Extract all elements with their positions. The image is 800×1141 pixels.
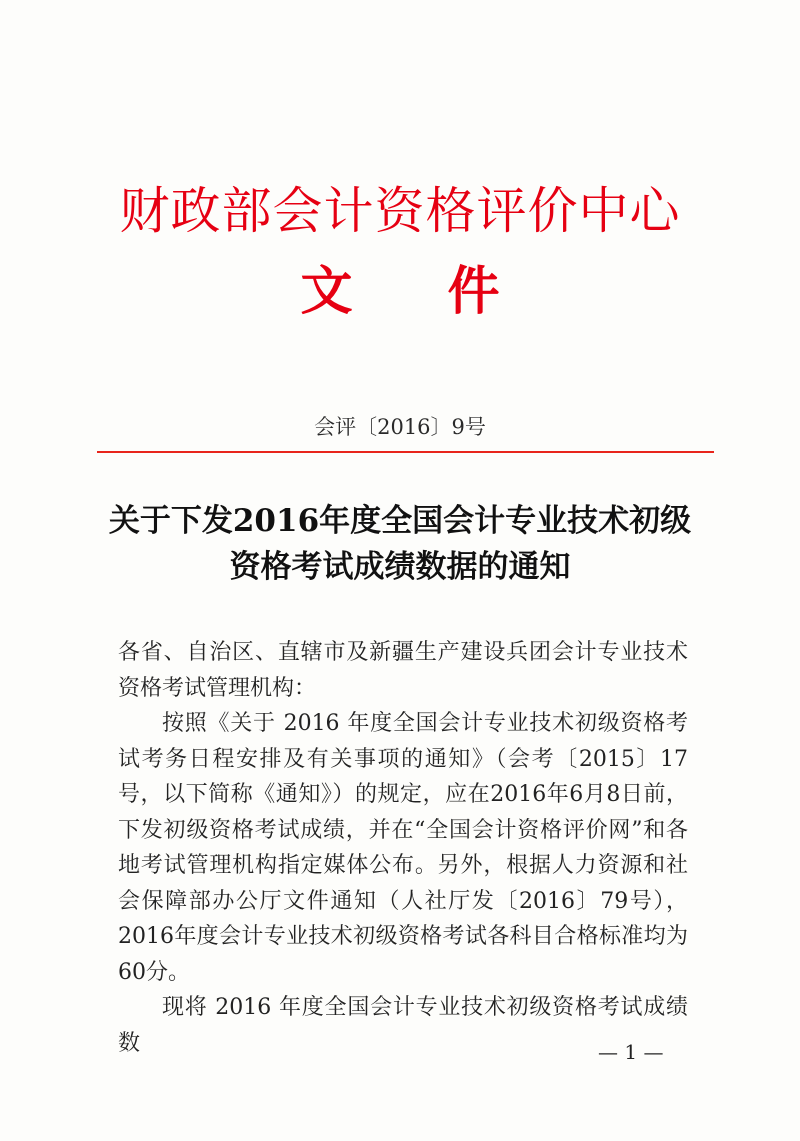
addressee: 各省、自治区、直辖市及新疆生产建设兵团会计专业技术资格考试管理机构：	[118, 640, 688, 701]
document-number: 会评〔2016〕9号	[314, 415, 486, 439]
body-paragraph-1: 按照《关于 2016 年度全国会计专业技术初级资格考试考务日程安排及有关事项的通知》（会考〔2015〕17 号，以下简称《通知》）的规定，应在2016年6月8日前，下发初级资格考试成绩，并在“全国会计资格评价网”和各地考试管理机构指定媒体公布。另外，根据人力资源和社会保障部办公厅文件通知（人社厅发〔2016〕79号），2016年度会计专业技术初级资格考试各科目合格标准均为60分。	[118, 711, 688, 985]
title-line-2: 资格考试成绩数据的通知	[229, 549, 571, 585]
document-type-heading: 文件	[300, 261, 595, 322]
document-title	[0, 498, 800, 590]
title-line-1: 关于下发2016年度全国会计专业技术初级	[108, 503, 692, 539]
issuing-organization: 财政部会计资格评价中心	[119, 182, 681, 240]
document-body	[118, 635, 688, 1061]
body-paragraph-2: 现将 2016 年度全国会计专业技术初级资格考试成绩数	[118, 995, 688, 1056]
red-separator-line	[97, 451, 714, 453]
page-number: — 1 —	[598, 1040, 664, 1064]
